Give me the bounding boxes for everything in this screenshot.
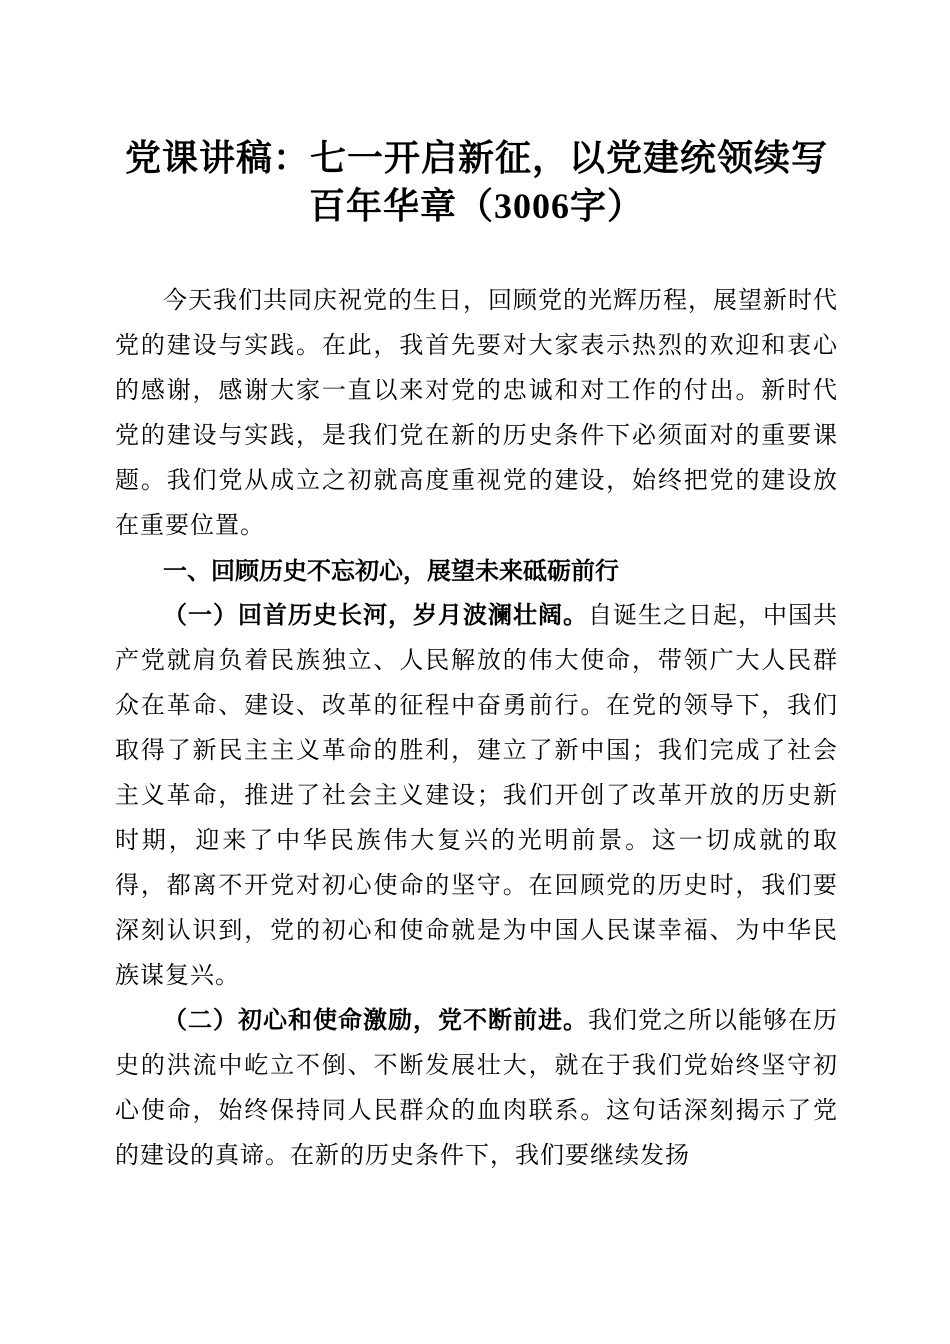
paragraph-intro — [115, 279, 838, 549]
paragraph-intro-text: 今天我们共同庆祝党的生日，回顾党的光辉历程，展望新时代党的建设与实践。在此，我首先要对大家表示热烈的欢迎和衷心的感谢，感谢大家一直以来对党的忠诚和对工作的付出。新时代党的建设与实践，是我们党在新的历史条件下必须面对的重要课题。我们党从成立之初就高度重视党的建设，始终把党的建设放在重要位置。 — [115, 288, 838, 539]
section-heading-1: 一、回顾历史不忘初心，展望未来砥砺前行 — [163, 558, 619, 585]
paragraph-point-2-lead: （二）初心和使命激励，党不断前进。 — [163, 1008, 588, 1034]
paragraph-point-1 — [115, 594, 838, 999]
paragraph-point-2-text: 我们党之所以能够在历史的洪流中屹立不倒、不断发展壮大，就在于我们党始终坚守初心使命，始终保持同人民群众的血肉联系。这句话深刻揭示了党的建设的真谛。在新的历史条件下，我们要继续发扬 — [115, 1008, 838, 1169]
paragraph-point-1-lead: （一）回首历史长河，岁月波澜壮阔。 — [163, 603, 588, 629]
paragraph-point-1-text: 自诞生之日起，中国共产党就肩负着民族独立、人民解放的伟大使命，带领广大人民群众在革命、建设、改革的征程中奋勇前行。在党的领导下，我们取得了新民主主义革命的胜利，建立了新中国；我们完成了社会主义革命，推进了社会主义建设；我们开创了改革开放的历史新时期，迎来了中华民族伟大复兴的光明前景。这一切成就的取得，都离不开党对初心使命的坚守。在回顾党的历史时，我们要深刻认识到，党的初心和使命就是为中国人民谋幸福、为中华民族谋复兴。 — [115, 603, 838, 989]
paragraph-point-2 — [115, 999, 838, 1179]
document-title: 党课讲稿：七一开启新征，以党建统领续写百年华章（3006字） — [124, 138, 828, 226]
